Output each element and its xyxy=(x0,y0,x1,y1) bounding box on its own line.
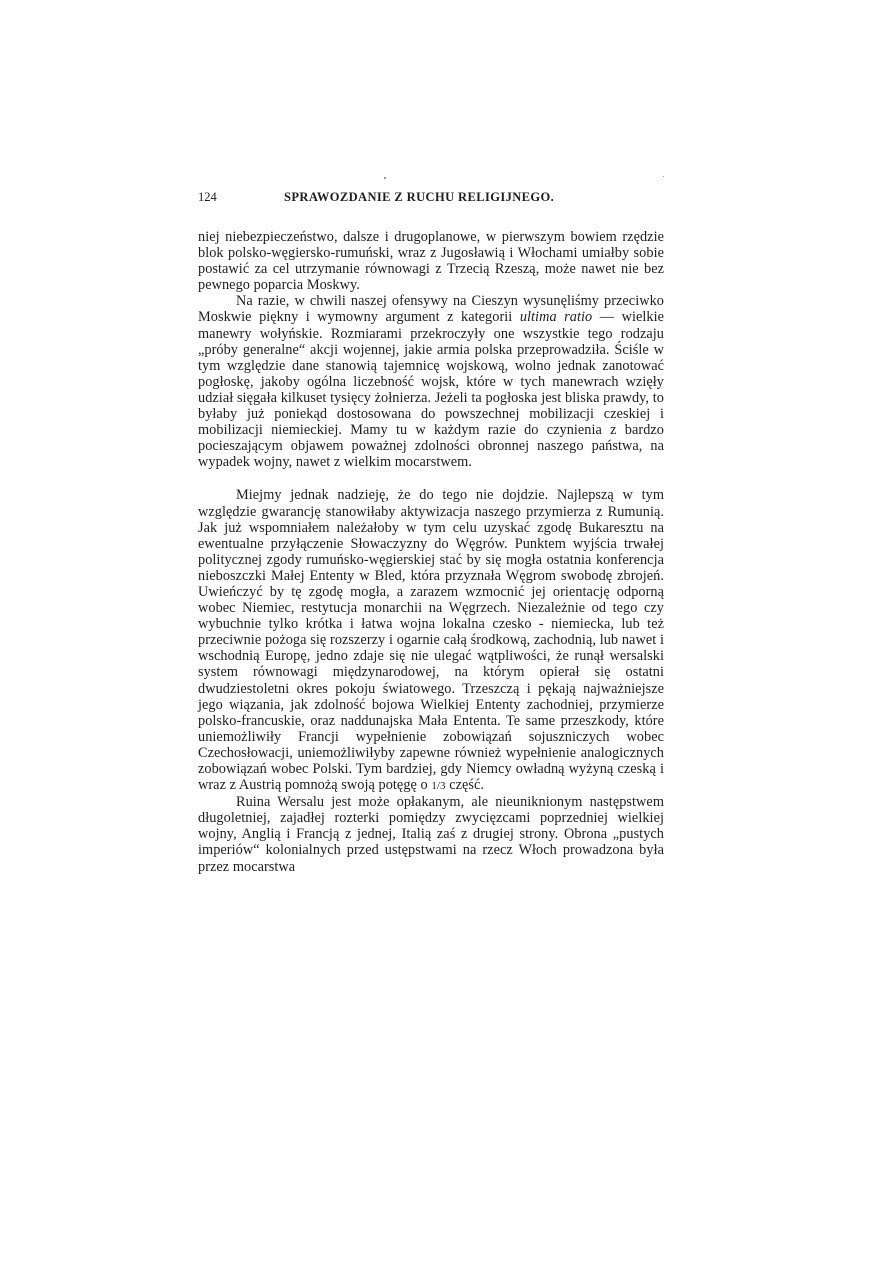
page-number: 124 xyxy=(198,190,217,204)
paragraph-3-text-before: Miejmy jednak nadzieję, że do tego nie dojdzie. Najlepszą w tym względzie gwarancję stanowiłaby aktywizacja naszego przymierza z Rumunią. Jak już wspomniałem należałoby w tym celu uzyskać zgodę Bukaresztu na ewentualne przyłączenie Słowaczyzny do Węgrów. Punktem wyjścia trwałej politycznej zgody rumuńsko-węgierskiej stać by się mogła ostatnia konferencja nieboszczki Małej Ententy w Bled, która przyznała Węgrom swobodę zbrojeń. Uwieńczyć by tę zgodę mogła, a zarazem wzmocnić jej orientację odporną wobec Niemiec, restytucja monarchii na Węgrzech. Niezależnie od tego czy wybuchnie tylko krótka i łatwa wojna lokalna czesko - niemiecka, lub też przeciwnie pożoga się rozszerzy i ogarnie całą środkową, zachodnią, lub nawet i wschodnią Europę, jedno zdaje się nie ulegać wątpliwości, że runął wersalski system równowagi międzynarodowej, na którym opierał się ostatni dwudziestoletni okres pokoju światowego. Trzeszczą i pękają najważniejsze jego wiązania, jak zdolność bojowa Wielkiej Ententy zachodniej, przymierze polsko-francuskie, oraz naddunajska Mała Ententa. Te same przeszkody, które uniemożliwiły Francji wypełnienie zobowiązań sojuszniczych wobec Czechosłowacji, uniemożliwiłyby zapewne również wypełnienie analogicznych zobowiązań wobec Polski. Tym bardziej, gdy Niemcy owładną wyżyną czeską i wraz z Austrią pomnożą swoją potęgę o xyxy=(198,487,664,794)
paragraph-3 xyxy=(198,487,664,794)
paragraph-4: Ruina Wersalu jest może opłakanym, ale nieuniknionym następstwem długoletniej, zajadłej rozterki pomiędzy zwycięzcami poprzedniej wielkiej wojny, Anglią i Francją z jednej, Italią zaś z drugiej strony. Obrona „pustych imperiów“ kolonialnych przed ustępstwami na rzecz Włoch prowadzona była przez mocarstwa xyxy=(198,794,664,875)
paragraph-2 xyxy=(198,293,664,470)
print-speck xyxy=(384,177,386,179)
body-text xyxy=(198,229,664,875)
fraction-one-third: 1/3 xyxy=(431,780,446,793)
running-title: SPRAWOZDANIE Z RUCHU RELIGIJNEGO. xyxy=(284,190,555,204)
print-speck xyxy=(663,176,664,177)
italic-phrase: ultima ratio xyxy=(519,309,593,326)
paragraph-1: niej niebezpieczeństwo, dalsze i drugoplanowe, w pierwszym bowiem rzędzie blok polsko-węgiersko-rumuński, wraz z Jugosławią i Włochami umiałby sobie postawić za cel utrzymanie równowagi z Trzecią Rzeszą, może nawet nie bez pewnego poparcia Moskwy. xyxy=(198,229,664,294)
paragraph-2-text-after: — wielkie manewry wołyńskie. Rozmiarami przekroczyły one wszystkie tego rodzaju „próby generalne“ akcji wojennej, jakie armia polska przeprowadziła. Ściśle w tym względzie dane stanowią tajemnicę wojskową, wolno jednak zanotować pogłoskę, jakoby ogólna liczebność wojsk, które w tych manewrach wzięły udział sięgała kilkuset tysięcy żołnierza. Jeżeli ta pogłoska jest bliska prawdy, to byłaby już poniekąd dostosowana do powszechnej mobilizacji czeskiej i mobilizacji niemieckiej. Mamy tu w każdym razie do czynienia z bardzo pocieszającym objawem poważnej zdolności obronnej naszego państwa, na wypadek wojny, nawet z wielkim mocarstwem. xyxy=(198,309,664,471)
page-header xyxy=(198,190,664,208)
paragraph-2-text-before: Na razie, w chwili naszej ofensywy na Cieszyn wysunęliśmy przeciwko Moskwie piękny i wymowny argument z kategorii xyxy=(198,293,664,326)
paragraph-3-text-after: część. xyxy=(445,777,485,794)
